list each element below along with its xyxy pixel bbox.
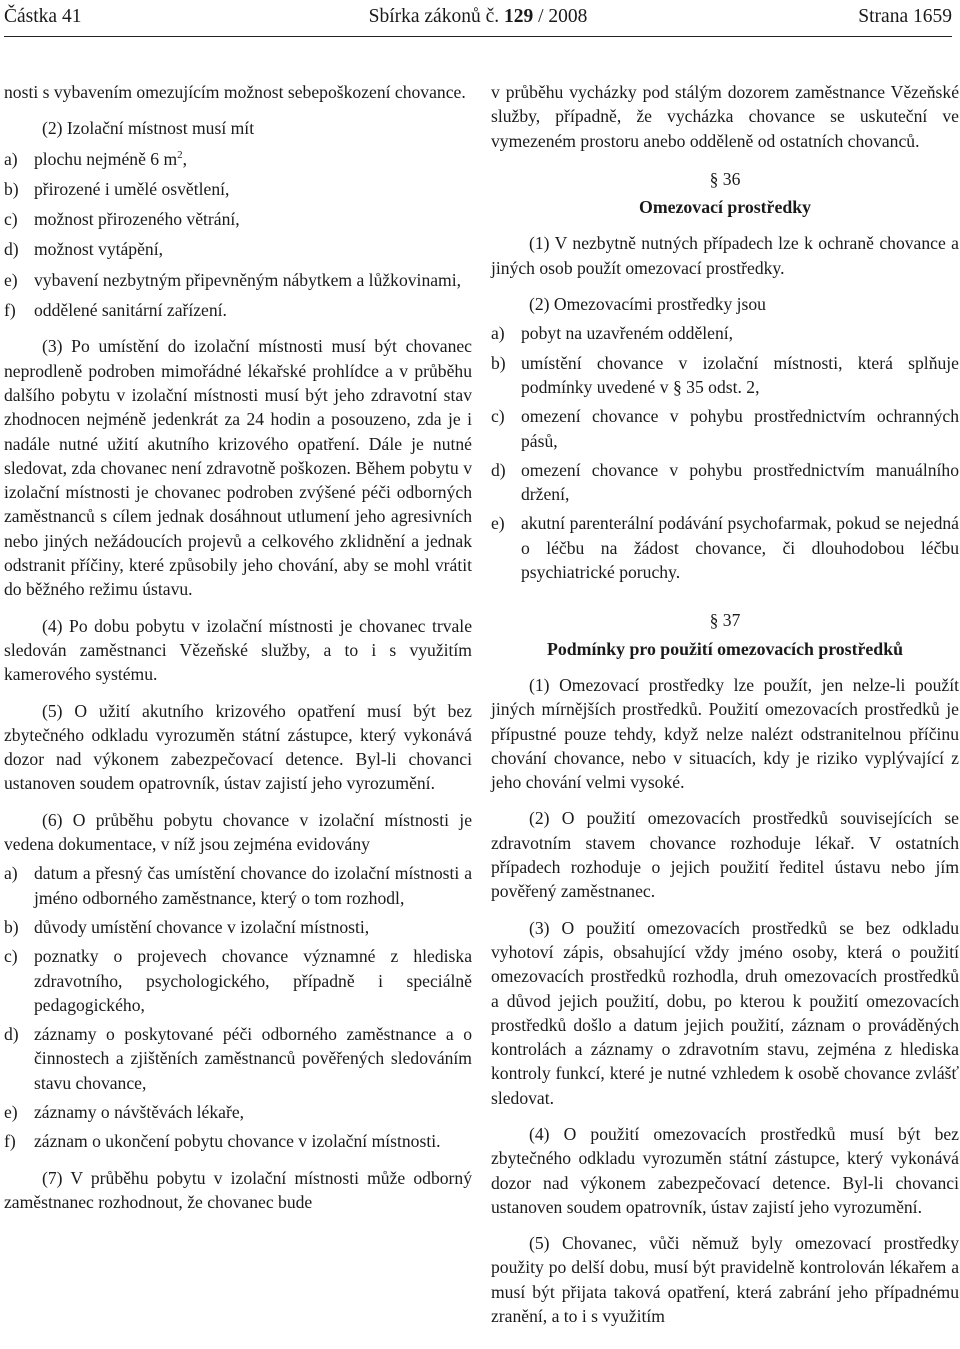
list-text: pobyt na uzavřeném oddělení, bbox=[521, 323, 734, 344]
list-text: vybavení nezbytným připevněným nábytkem a lůžkovinami, bbox=[34, 269, 462, 290]
list-label: e) bbox=[491, 513, 505, 534]
list-text: záznamy o návštěvách lékaře, bbox=[34, 1101, 245, 1122]
paragraph-6-intro: (6) O průběhu pobytu chovance v izolační místnosti je vedena dokumentace, v níž jsou zejména evidovány bbox=[4, 809, 472, 855]
list-item bbox=[491, 321, 959, 345]
list-item bbox=[4, 861, 472, 910]
left-column bbox=[4, 80, 472, 1214]
list-label: f) bbox=[4, 300, 16, 321]
list-item bbox=[4, 915, 472, 939]
list-label: c) bbox=[491, 406, 505, 427]
list-text-tail: , bbox=[182, 148, 188, 169]
section-37-paragraph-1: (1) Omezovací prostředky lze použít, jen nelze-li použít jiných mírnějších prostředků. Použití omezovacích prostředků je přípustné pouze tehdy, když nelze nalézt odstranitelnou příčinu chování chovance, nebo v situacích, kdy je riziko vyplývající z jeho chování velmi vysoké. bbox=[491, 674, 959, 793]
paragraph-7: (7) V průběhu pobytu v izolační místnosti může odborný zaměstnanec rozhodnout, že chovanec bude bbox=[4, 1167, 472, 1212]
list-item bbox=[4, 1100, 472, 1124]
page-number: Strana 1659 bbox=[858, 6, 952, 27]
list-text: záznam o ukončení pobytu chovance v izolační místnosti. bbox=[34, 1131, 441, 1152]
section-36-paragraph-1: (1) V nezbytně nutných případech lze k ochraně chovance a jiných osob použít omezovací prostředky. bbox=[491, 233, 959, 278]
collection-title bbox=[4, 2, 952, 32]
list-label: b) bbox=[491, 352, 506, 373]
list-item bbox=[491, 511, 959, 584]
law-number: 129 bbox=[503, 6, 534, 27]
superscript: 2 bbox=[177, 148, 183, 161]
list-label: c) bbox=[4, 209, 18, 230]
collection-prefix: Sbírka zákonů č. bbox=[368, 6, 500, 27]
paragraph-2-list bbox=[4, 147, 472, 323]
list-text: akutní parenterální podávání psychofarmak, pokud se nejedná o léčbu na žádost chovance, či dlouhodobou léčbu psychiatrické poruchy. bbox=[521, 513, 959, 583]
list-label: b) bbox=[4, 916, 19, 937]
section-37-paragraph-5: (5) Chovanec, vůči němuž byly omezovací prostředky použity po delší dobu, musí být pravidelně kontrolován lékařem a musí být přijata taková opatření, která zabrání jeho případnému zranění, a to i s využitím bbox=[491, 1233, 959, 1327]
section-37-title: Podmínky pro použití omezovacích prostředků bbox=[547, 638, 903, 659]
paragraph-4: (4) Po dobu pobytu v izolační místnosti je chovanec trvale sledován zaměstnanci Vězeňské služby, a to i s využitím kamerového systému. bbox=[4, 615, 472, 685]
list-label: b) bbox=[4, 178, 19, 199]
list-text: omezení chovance v pohybu prostřednictvím ochranných pásů, bbox=[521, 406, 959, 451]
collection-year: / 2008 bbox=[538, 6, 588, 27]
list-text: možnost vytápění, bbox=[34, 239, 163, 260]
continued-text: nosti s vybavením omezujícím možnost sebepoškození chovance. bbox=[4, 82, 466, 102]
list-item bbox=[491, 404, 959, 453]
continued-text: v průběhu vycházky pod stálým dozorem zaměstnance Vězeňské služby, případně, že vycházka chovance se uskuteční ve vymezeném prostoru anebo odděleně od ostatních chovanců. bbox=[491, 82, 959, 151]
list-text: poznatky o projevech chovance významné z hlediska zdravotního, psychologického, případně i speciálně pedagogického, bbox=[34, 946, 472, 1015]
list-item bbox=[4, 944, 472, 1017]
right-column bbox=[491, 80, 959, 1328]
section-37-number: § 37 bbox=[709, 610, 741, 631]
issue-part: Částka 41 bbox=[4, 6, 82, 27]
list-item bbox=[491, 458, 959, 507]
list-label: f) bbox=[4, 1131, 16, 1152]
list-text: umístění chovance v izolační místnosti, která splňuje podmínky uvedené v § 35 odst. 2, bbox=[521, 352, 959, 397]
paragraph-2-intro: (2) Izolační místnost musí mít bbox=[42, 118, 255, 139]
list-item bbox=[4, 1022, 472, 1095]
list-item bbox=[491, 351, 959, 400]
list-item bbox=[4, 298, 472, 322]
list-text: plochu nejméně 6 m bbox=[34, 148, 178, 169]
list-text: možnost přirozeného větrání, bbox=[34, 209, 240, 230]
list-label: a) bbox=[491, 323, 505, 344]
list-label: d) bbox=[491, 459, 506, 480]
list-item bbox=[4, 147, 472, 171]
list-label: d) bbox=[4, 239, 19, 260]
list-label: e) bbox=[4, 269, 18, 290]
section-37-paragraph-4: (4) O použití omezovacích prostředků musí být bez zbytečného odkladu vyrozuměn státní zástupce, který vykonává dozor nad výkonem zabezpečovací detence. Byl-li chovanci ustanoven soudem opatrovník, ústav zajistí jeho vyrozumění. bbox=[491, 1123, 959, 1217]
list-item bbox=[4, 237, 472, 261]
list-item bbox=[4, 268, 472, 292]
paragraph-6-list bbox=[4, 861, 472, 1153]
section-36-title: Omezovací prostředky bbox=[638, 197, 812, 218]
list-text: přirozené i umělé osvětlení, bbox=[34, 178, 230, 199]
list-label: e) bbox=[4, 1101, 18, 1122]
list-text: oddělené sanitární zařízení. bbox=[34, 300, 227, 321]
list-item bbox=[4, 177, 472, 201]
paragraph-3: (3) Po umístění do izolační místnosti musí být chovanec neprodleně podroben mimořádné lékařské prohlídce a v průběhu dalšího pobytu v izolační místnosti musí být jeho zdravotní stav zhodnocen nejméně jedenkrát za 24 hodin a posouzeno, zda je i nadále nutné užití akutního krizového opatření. Dále je nutné sledovat, zda chovanec není zdravotně poškozen. Během pobytu v izolační místnosti je chovanec podroben zvýšené péči odborných zaměstnanců s cílem jednak dosáhnout utlumení jeho agresivních nebo jiných nežádoucích projevů a celkového zklidnění a jednak odstranit příčiny, které způsobily jeho chování, aby se mohl vrátit do běžného režimu ústavu. bbox=[4, 336, 472, 600]
list-label: d) bbox=[4, 1024, 19, 1045]
list-item bbox=[4, 1129, 472, 1153]
page-header bbox=[4, 2, 952, 37]
list-label: c) bbox=[4, 946, 18, 967]
list-text: záznamy o poskytované péči odborného zaměstnance a o činnostech a zjištěních zaměstnanců pověřených sledováním stavu chovance, bbox=[34, 1024, 472, 1093]
list-text: datum a přesný čas umístění chovance do izolační místnosti a jméno odborného zaměstnance, který o tom rozhodl, bbox=[34, 863, 472, 908]
section-36-number: § 36 bbox=[709, 168, 741, 189]
paragraph-5: (5) O užití akutního krizového opatření musí být bez zbytečného odkladu vyrozuměn státní zástupce, který vykonává dozor nad výkonem zabezpečovací detence. Byl-li chovanci ustanoven soudem opatrovník, ústav zajistí jeho vyrozumění. bbox=[4, 700, 472, 794]
list-label: a) bbox=[4, 863, 18, 884]
list-text: důvody umístění chovance v izolační místnosti, bbox=[34, 916, 370, 937]
section-37-paragraph-3: (3) O použití omezovacích prostředků se bez odkladu vyhotoví zápis, obsahující vždy jméno osoby, která o použití omezovacích prostředků rozhodla, druh omezovacích prostředků a důvod jejich použití, dobu, po kterou k použití omezovacích prostředků došlo a datum jejich použití, záznam o prováděných kontrolách a záznamy o zdravotním stavu, zejména z hlediska kontroly funkcí, které je nutné vzhledem k osobě chovance zvlášť sledovat. bbox=[491, 917, 959, 1108]
section-36-paragraph-2-intro: (2) Omezovacími prostředky jsou bbox=[529, 294, 766, 315]
list-text: omezení chovance v pohybu prostřednictvím manuálního držení, bbox=[521, 459, 959, 505]
list-label: a) bbox=[4, 148, 18, 169]
section-36-list bbox=[491, 321, 959, 584]
list-item bbox=[4, 207, 472, 231]
section-37-paragraph-2: (2) O použití omezovacích prostředků souvisejících se zdravotním stavem chovance rozhoduje lékař. V ostatních případech rozhoduje o jejich použití ředitel ústavu nebo jím pověřený zaměstnanec. bbox=[491, 808, 959, 902]
